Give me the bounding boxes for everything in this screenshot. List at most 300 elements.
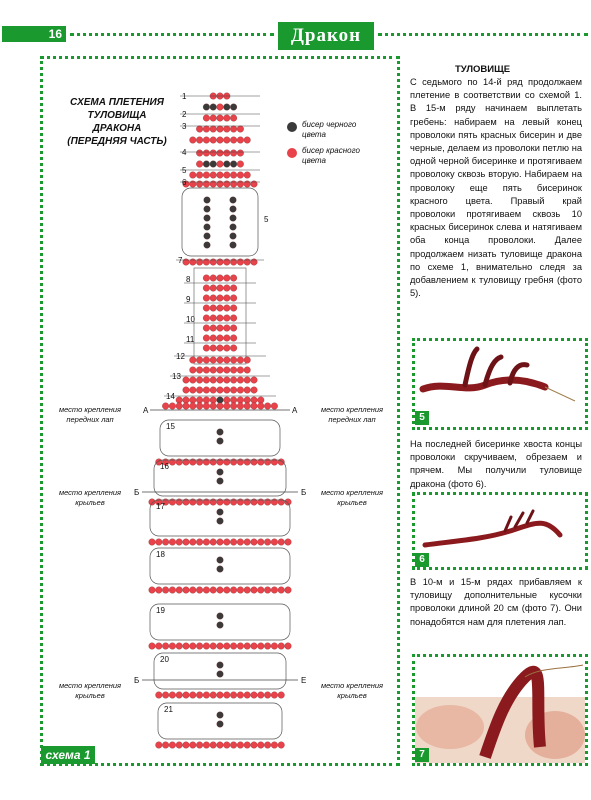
bead: [196, 539, 203, 546]
label-wings-right: место крепления крыльев: [320, 488, 384, 507]
bead: [237, 387, 244, 394]
bead: [196, 126, 203, 133]
bead: [224, 387, 231, 394]
bead: [224, 357, 231, 364]
bead: [183, 643, 190, 650]
bead: [196, 643, 203, 650]
bead: [217, 295, 224, 302]
bead: [278, 742, 285, 749]
photo-7-image: [415, 657, 585, 763]
bead: [196, 172, 203, 179]
bead: [237, 126, 244, 133]
bead: [203, 305, 210, 312]
row-number: 13: [172, 372, 181, 381]
mark-b: Б: [301, 488, 307, 497]
bead: [244, 643, 251, 650]
label-bottom-left: место крепления крыльев: [58, 681, 122, 700]
bead: [217, 357, 224, 364]
bead: [210, 335, 217, 342]
bead: [264, 539, 271, 546]
bead: [210, 357, 217, 364]
bead: [230, 742, 237, 749]
bead: [190, 172, 197, 179]
bead: [224, 126, 231, 133]
bead: [203, 259, 210, 266]
label-front-legs-right: место крепления передних лап: [320, 405, 384, 424]
bead: [230, 367, 237, 374]
bead: [258, 397, 265, 404]
bead: [230, 643, 237, 650]
bead: [217, 557, 224, 564]
bead: [196, 367, 203, 374]
bead: [224, 377, 231, 384]
bead: [237, 357, 244, 364]
bead: [203, 104, 210, 111]
row-number: 6: [182, 178, 187, 187]
bead: [217, 137, 224, 144]
row-number: 11: [186, 335, 195, 344]
bead: [244, 742, 251, 749]
bead: [190, 387, 197, 394]
bead: [203, 403, 210, 410]
bead: [258, 742, 265, 749]
bead: [217, 566, 224, 573]
label-bottom-right: место крепления крыльев: [320, 681, 384, 700]
bead: [237, 377, 244, 384]
bead: [210, 403, 217, 410]
bead: [217, 161, 224, 168]
bead: [156, 692, 163, 699]
bead: [203, 742, 210, 749]
bead: [176, 397, 183, 404]
bead: [285, 539, 292, 546]
bead: [244, 587, 251, 594]
bead: [237, 587, 244, 594]
bead: [237, 161, 244, 168]
bead: [190, 403, 197, 410]
bead: [230, 345, 237, 352]
bead: [237, 137, 244, 144]
bead: [230, 335, 237, 342]
bead: [183, 539, 190, 546]
bead: [230, 242, 237, 249]
bead: [224, 397, 231, 404]
bead: [203, 335, 210, 342]
bead: [230, 215, 237, 222]
bead: [169, 643, 176, 650]
bead: [210, 345, 217, 352]
bead: [224, 161, 231, 168]
bead: [251, 181, 258, 188]
row-number: 9: [186, 295, 191, 304]
bead: [237, 259, 244, 266]
bead: [258, 403, 265, 410]
bead: [169, 403, 176, 410]
bead: [217, 587, 224, 594]
bead: [210, 742, 217, 749]
photo-6-image: [415, 495, 585, 567]
bead: [251, 403, 258, 410]
wire-loop: [182, 188, 258, 256]
bead: [169, 539, 176, 546]
bead: [210, 315, 217, 322]
bead: [183, 377, 190, 384]
bead: [203, 587, 210, 594]
bead: [258, 643, 265, 650]
bead: [210, 285, 217, 292]
photo-7-frame: [412, 654, 588, 766]
photo-5-image: [415, 341, 585, 427]
bead: [183, 397, 190, 404]
bead: [244, 403, 251, 410]
bead: [156, 539, 163, 546]
bead: [217, 671, 224, 678]
bead: [210, 325, 217, 332]
page-number: 16: [2, 26, 66, 42]
bead: [237, 403, 244, 410]
row-number: 12: [176, 352, 185, 361]
bead: [230, 172, 237, 179]
bead: [203, 285, 210, 292]
bead: [217, 662, 224, 669]
bead: [162, 403, 169, 410]
bead: [230, 357, 237, 364]
bead: [196, 357, 203, 364]
bead: [204, 215, 211, 222]
header-divider-right: [378, 33, 588, 36]
bead: [224, 367, 231, 374]
bead: [224, 181, 231, 188]
bead: [190, 539, 197, 546]
bead: [230, 259, 237, 266]
bead: [176, 539, 183, 546]
bead: [210, 275, 217, 282]
bead: [196, 742, 203, 749]
bead: [230, 275, 237, 282]
bead: [183, 742, 190, 749]
bead: [210, 126, 217, 133]
bead: [251, 643, 258, 650]
mark-a: А: [143, 406, 149, 415]
bead: [203, 345, 210, 352]
bead: [224, 115, 231, 122]
bead: [224, 259, 231, 266]
bead: [217, 150, 224, 157]
bead: [237, 367, 244, 374]
bead: [196, 387, 203, 394]
row-number: 5: [182, 166, 187, 175]
bead: [251, 539, 258, 546]
bead: [210, 295, 217, 302]
paragraph-1: С седьмого по 14-й ряд продолжаем плетение в соответствии со схемой 1. В 15-м ряду начинаем выплетать гребень: набираем на левый конец проволоки пять красных бисерин и две черные, делаем из проволоки петлю на одной черной бисеринке и протягиваем проволоку сквозь вторую. Набираем на проволоку еще пять бисеринок красного цвета. Правый край проволоки протягиваем сквозь 10 красных бисеринок слева и натягиваем оба конца проволоки. Далее продолжаем низать туловище дракона по схеме 1, внимательно следя за добавлением к туловищу гребня (фото 5).: [410, 77, 582, 299]
bead: [258, 692, 265, 699]
bead: [190, 367, 197, 374]
bead: [217, 712, 224, 719]
bead: [230, 692, 237, 699]
bead: [271, 403, 278, 410]
bead: [278, 539, 285, 546]
photo-6-number: 6: [415, 553, 429, 567]
bead: [203, 161, 210, 168]
bead: [285, 643, 292, 650]
bead: [217, 181, 224, 188]
bead: [244, 387, 251, 394]
bead: [162, 692, 169, 699]
bead: [217, 259, 224, 266]
bead: [169, 742, 176, 749]
bead: [230, 115, 237, 122]
bead: [258, 587, 265, 594]
bead: [230, 285, 237, 292]
bead: [251, 742, 258, 749]
bead: [203, 367, 210, 374]
bead: [217, 438, 224, 445]
bead: [162, 742, 169, 749]
bead: [190, 692, 197, 699]
photo-5-frame: [412, 338, 588, 430]
row-number: 2: [182, 110, 187, 119]
bead: [230, 305, 237, 312]
bead: [217, 285, 224, 292]
bead: [224, 275, 231, 282]
bead: [230, 403, 237, 410]
bead: [217, 622, 224, 629]
bead: [210, 377, 217, 384]
bead: [224, 643, 231, 650]
mark-b: Б: [134, 488, 140, 497]
bead: [190, 587, 197, 594]
bead: [244, 367, 251, 374]
bead: [217, 518, 224, 525]
bead: [224, 539, 231, 546]
bead: [203, 357, 210, 364]
bead: [217, 275, 224, 282]
bead: [230, 161, 237, 168]
bead: [204, 233, 211, 240]
bead: [224, 587, 231, 594]
bead: [224, 137, 231, 144]
bead: [203, 275, 210, 282]
bead: [224, 403, 231, 410]
bead: [203, 397, 210, 404]
bead: [176, 643, 183, 650]
bead: [244, 357, 251, 364]
bead: [203, 315, 210, 322]
bead: [230, 325, 237, 332]
bead: [210, 161, 217, 168]
bead: [210, 539, 217, 546]
bead: [149, 539, 156, 546]
bead: [264, 403, 271, 410]
bead: [149, 499, 156, 506]
bead: [210, 397, 217, 404]
bead: [217, 387, 224, 394]
bead: [271, 539, 278, 546]
bead: [162, 587, 169, 594]
bead: [230, 233, 237, 240]
bead: [149, 587, 156, 594]
section-heading: ТУЛОВИЩЕ: [455, 64, 511, 75]
bead: [278, 692, 285, 699]
bead: [210, 172, 217, 179]
bead: [244, 137, 251, 144]
bead: [203, 643, 210, 650]
bead: [244, 397, 251, 404]
bead: [203, 539, 210, 546]
bead: [224, 742, 231, 749]
bead: [217, 104, 224, 111]
bead: [217, 478, 224, 485]
bead: [230, 539, 237, 546]
row-number: 14: [166, 392, 175, 401]
bead: [190, 397, 197, 404]
bead: [224, 315, 231, 322]
row-number: 18: [156, 550, 165, 559]
bead: [203, 137, 210, 144]
bead: [169, 692, 176, 699]
bead: [210, 305, 217, 312]
bead: [271, 587, 278, 594]
bead: [230, 387, 237, 394]
bead: [210, 692, 217, 699]
bead: [237, 692, 244, 699]
page-title: Дракон: [278, 22, 374, 50]
bead: [217, 509, 224, 516]
bead: [196, 403, 203, 410]
bead: [196, 692, 203, 699]
bead: [203, 692, 210, 699]
legend-red: бисер красного цвета: [302, 146, 360, 165]
bead: [230, 197, 237, 204]
bead: [203, 115, 210, 122]
bead: [204, 206, 211, 213]
bead: [203, 181, 210, 188]
bead: [230, 397, 237, 404]
bead: [251, 587, 258, 594]
photo-7-number: 7: [415, 748, 429, 762]
bead: [224, 325, 231, 332]
bead: [244, 692, 251, 699]
bead: [271, 742, 278, 749]
bead: [162, 643, 169, 650]
bead: [224, 305, 231, 312]
scheme-label: схема 1: [41, 746, 95, 764]
bead: [190, 181, 197, 188]
bead: [196, 587, 203, 594]
bead: [230, 126, 237, 133]
bead: [217, 126, 224, 133]
row-number: 4: [182, 148, 187, 157]
bead: [217, 613, 224, 620]
bead: [203, 126, 210, 133]
row-number: 10: [186, 315, 195, 324]
mark-b: Е: [301, 676, 307, 685]
photo-6-frame: [412, 492, 588, 570]
bead: [176, 587, 183, 594]
bead: [264, 587, 271, 594]
bead: [210, 104, 217, 111]
bead: [183, 387, 190, 394]
bead: [251, 387, 258, 394]
bead: [210, 181, 217, 188]
bead: [156, 587, 163, 594]
bead: [156, 643, 163, 650]
bead: [210, 643, 217, 650]
bead: [156, 742, 163, 749]
bead: [237, 539, 244, 546]
bead: [224, 335, 231, 342]
label-front-legs-left: место крепления передних лап: [58, 405, 122, 424]
bead: [278, 459, 285, 466]
bead: [217, 469, 224, 476]
mark-a: А: [292, 406, 298, 415]
bead: [217, 429, 224, 436]
bead: [210, 259, 217, 266]
bead: [230, 137, 237, 144]
row-number: 15: [166, 422, 175, 431]
bead: [149, 643, 156, 650]
bead: [264, 692, 271, 699]
legend-black: бисер черного цвета: [302, 120, 357, 139]
bead: [210, 587, 217, 594]
bead: [196, 137, 203, 144]
bead: [183, 259, 190, 266]
bead: [278, 587, 285, 594]
bead: [162, 539, 169, 546]
bead: [224, 345, 231, 352]
bead: [217, 115, 224, 122]
row-number: 21: [164, 705, 173, 714]
row-number: 16: [160, 462, 169, 471]
bead: [278, 643, 285, 650]
bead: [190, 137, 197, 144]
bead: [237, 742, 244, 749]
bead: [210, 150, 217, 157]
bead: [230, 181, 237, 188]
bead: [251, 397, 258, 404]
bead: [190, 643, 197, 650]
bead: [190, 742, 197, 749]
bead: [244, 181, 251, 188]
bead: [237, 643, 244, 650]
paragraph-2: На последней бисеринке хвоста концы проволоки скручиваем, обрезаем и прячем. Мы получили туловище дракона (фото 6).: [410, 439, 582, 489]
bead: [196, 161, 203, 168]
bead: [176, 403, 183, 410]
row-number: 19: [156, 606, 165, 615]
bead: [237, 172, 244, 179]
bead: [217, 539, 224, 546]
bead: [217, 397, 224, 404]
bead: [190, 377, 197, 384]
bead: [217, 721, 224, 728]
bead: [190, 357, 197, 364]
bead: [183, 587, 190, 594]
bead: [224, 295, 231, 302]
bead: [285, 587, 292, 594]
bead: [196, 377, 203, 384]
bead: [237, 181, 244, 188]
bead: [217, 403, 224, 410]
bead: [264, 742, 271, 749]
bead: [190, 259, 197, 266]
bead: [217, 172, 224, 179]
bead: [230, 206, 237, 213]
bead: [230, 295, 237, 302]
bead: [183, 403, 190, 410]
bead: [271, 643, 278, 650]
bead: [204, 197, 211, 204]
bead: [203, 377, 210, 384]
